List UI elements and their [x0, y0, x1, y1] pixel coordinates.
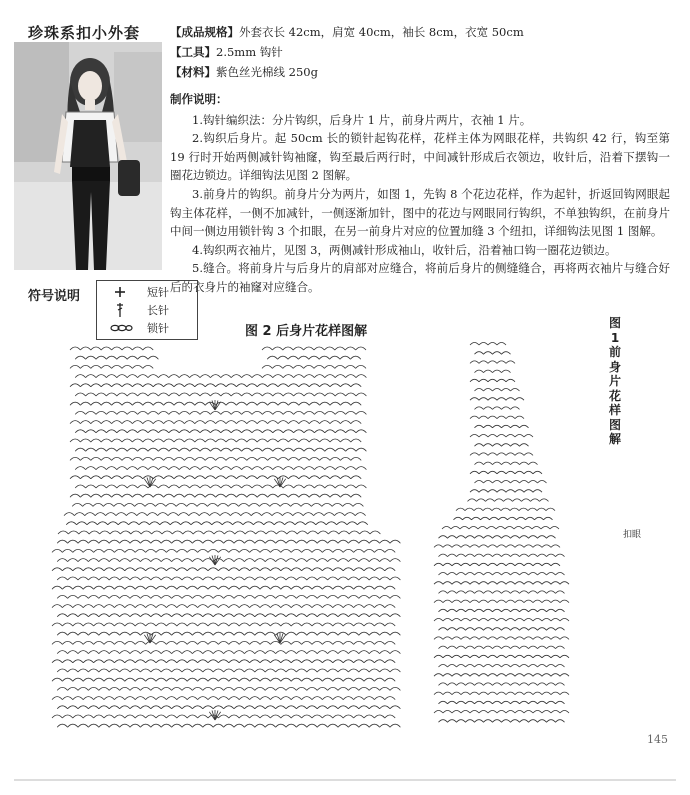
mesh-row — [475, 425, 529, 428]
mesh-row — [75, 467, 366, 470]
mesh-row — [57, 632, 400, 635]
symbol-row: 锁针 — [97, 320, 197, 336]
fan-stitch — [209, 402, 215, 410]
mesh-row — [475, 407, 520, 410]
fan-stitch — [280, 634, 283, 644]
mesh-row — [267, 356, 361, 359]
mesh-row — [434, 655, 569, 658]
mesh-row — [70, 476, 361, 479]
symbol-legend-title: 符号说明 — [28, 289, 81, 304]
mesh-row — [439, 573, 565, 576]
mesh-row — [52, 586, 395, 589]
mesh-row — [439, 628, 565, 631]
back-diagram-title: 图 2 后身片花样图解 — [245, 324, 368, 339]
mesh-row — [439, 646, 565, 649]
mesh-row — [262, 347, 366, 350]
mesh-row — [475, 444, 529, 447]
mesh-row — [72, 503, 363, 506]
mesh-row — [57, 595, 400, 598]
fan-stitch — [215, 556, 218, 566]
mesh-row — [439, 665, 565, 668]
buttonhole-label: 扣眼 — [623, 530, 642, 540]
mesh-row — [75, 430, 366, 433]
mesh-row — [470, 453, 533, 456]
mesh-row — [434, 563, 560, 566]
mesh-row — [52, 568, 395, 571]
mesh-row — [475, 389, 520, 392]
mesh-row — [434, 637, 569, 640]
mesh-row — [52, 623, 395, 626]
mesh-row — [52, 697, 395, 700]
mesh-row — [70, 384, 361, 387]
fan-stitch — [280, 479, 286, 487]
mesh-row — [57, 669, 400, 672]
mesh-row — [75, 485, 366, 488]
fan-stitch — [147, 478, 150, 488]
mesh-row — [439, 683, 565, 686]
mesh-row — [434, 711, 569, 714]
mesh-row — [75, 393, 366, 396]
mesh-row — [57, 577, 400, 580]
fan-stitch — [280, 478, 283, 488]
mesh-row — [75, 448, 366, 451]
mesh-row — [75, 375, 366, 378]
mesh-row — [434, 692, 569, 695]
fan-stitch — [212, 401, 215, 411]
mesh-row — [52, 641, 395, 644]
instruction-step: 5.缝合。将前身片与后身片的肩部对应缝合，将前后身片的侧缝缝合，再将两衣袖片与缝合好后的衣身片的袖窿对应缝合。 — [170, 261, 670, 294]
mesh-row — [475, 352, 511, 355]
fan-stitch — [215, 557, 221, 565]
mesh-row — [439, 720, 565, 723]
page-number: 145 — [647, 733, 668, 746]
symbol-row: 长针 — [97, 302, 197, 318]
mesh-row — [70, 402, 361, 405]
mesh-row — [434, 619, 569, 622]
mesh-row — [434, 545, 560, 548]
mesh-row — [434, 600, 569, 603]
back-piece-diagram — [52, 347, 400, 727]
mesh-row — [52, 605, 395, 608]
front-diagram-title: 图1前身片花样图解 — [608, 316, 621, 446]
mesh-row — [57, 651, 400, 654]
mesh-row — [66, 522, 368, 525]
mesh-row — [468, 499, 549, 502]
instruction-step: 3.前身片的钩织。前身片分为两片，如图 1，先钩 8 个花边花样，作为起针，折返回钩网眼起钩主体花样，一侧不加减针，一侧逐渐加针，图中的花边与网眼同行钩织，不单独钩织，在前身片中间一侧边用锁针钩 3 个扣眼，在另一前身片对应的位置加缝 3 个纽扣，详细钩法见图 1 图解。 — [170, 186, 670, 239]
mesh-row — [454, 517, 553, 520]
mesh-row — [52, 660, 395, 663]
mesh-row — [470, 416, 524, 419]
mesh-row — [475, 370, 511, 373]
mesh-row — [262, 365, 366, 368]
front-piece-diagram — [434, 343, 569, 723]
mesh-row — [57, 724, 400, 727]
mesh-row — [64, 513, 366, 516]
mesh-row — [70, 457, 361, 460]
mesh-row — [439, 701, 565, 704]
instruction-step: 2.钩织后身片。起 50cm 长的锁针起钩花样，花样主体为网眼花样，共钩织 42 行，钩至第 19 行时开始两侧减针钩袖窿，钩至最后两行时，中间减针形成后衣领边，收针后，沿着下摆钩一圈花边锁边。详细钩法见图 2 图解。 — [170, 131, 670, 183]
fan-stitch — [144, 635, 150, 643]
mesh-row — [70, 365, 153, 368]
mesh-row — [70, 439, 361, 442]
mesh-row — [470, 490, 542, 493]
mesh-row — [470, 398, 524, 401]
mesh-row — [442, 527, 559, 530]
instructions-title: 制作说明： — [170, 92, 228, 106]
fan-stitch — [277, 478, 280, 488]
mesh-row — [57, 687, 400, 690]
mesh-row — [470, 361, 515, 364]
mesh-row — [470, 435, 533, 438]
mesh-row — [75, 356, 158, 359]
mesh-row — [470, 379, 515, 382]
spec-tool: 【工具】2.5mm 钩针 — [170, 45, 283, 59]
symbol-row: 短针 — [97, 284, 197, 300]
mesh-row — [475, 462, 538, 465]
instruction-step: 1.钩针编织法：分片钩织，后身片 1 片，前身片两片，衣袖 1 片。 — [192, 112, 532, 127]
mesh-row — [57, 540, 400, 543]
mesh-row — [434, 582, 569, 585]
mesh-row — [52, 549, 395, 552]
mesh-row — [470, 343, 506, 346]
instruction-step: 4.钩织两衣袖片，见图 3，两侧减针形成袖山，收针后，沿着袖口钩一圈花边锁边。 — [192, 242, 617, 257]
mesh-row — [57, 706, 400, 709]
mesh-row — [475, 481, 547, 484]
mesh-row — [439, 609, 565, 612]
mesh-row — [70, 347, 153, 350]
mesh-row — [58, 531, 380, 534]
fan-stitch — [150, 479, 156, 487]
spec-material: 【材料】紫色丝光棉线 250g — [170, 65, 318, 79]
mesh-row — [52, 678, 395, 681]
mesh-row — [57, 614, 400, 617]
spec-size: 【成品规格】外套衣长 42cm，肩宽 40cm，袖长 8cm，衣宽 50cm — [170, 25, 524, 39]
mesh-row — [439, 536, 556, 539]
mesh-row — [75, 411, 366, 414]
mesh-row — [470, 471, 542, 474]
mesh-row — [439, 591, 565, 594]
mesh-row — [456, 508, 555, 511]
mesh-row — [434, 674, 569, 677]
mesh-row — [70, 494, 361, 497]
mesh-row — [70, 421, 361, 424]
mesh-row — [52, 715, 395, 718]
mesh-row — [439, 554, 565, 557]
pattern-title: 珍珠系扣小外套 — [28, 24, 141, 42]
mesh-row — [57, 559, 400, 562]
